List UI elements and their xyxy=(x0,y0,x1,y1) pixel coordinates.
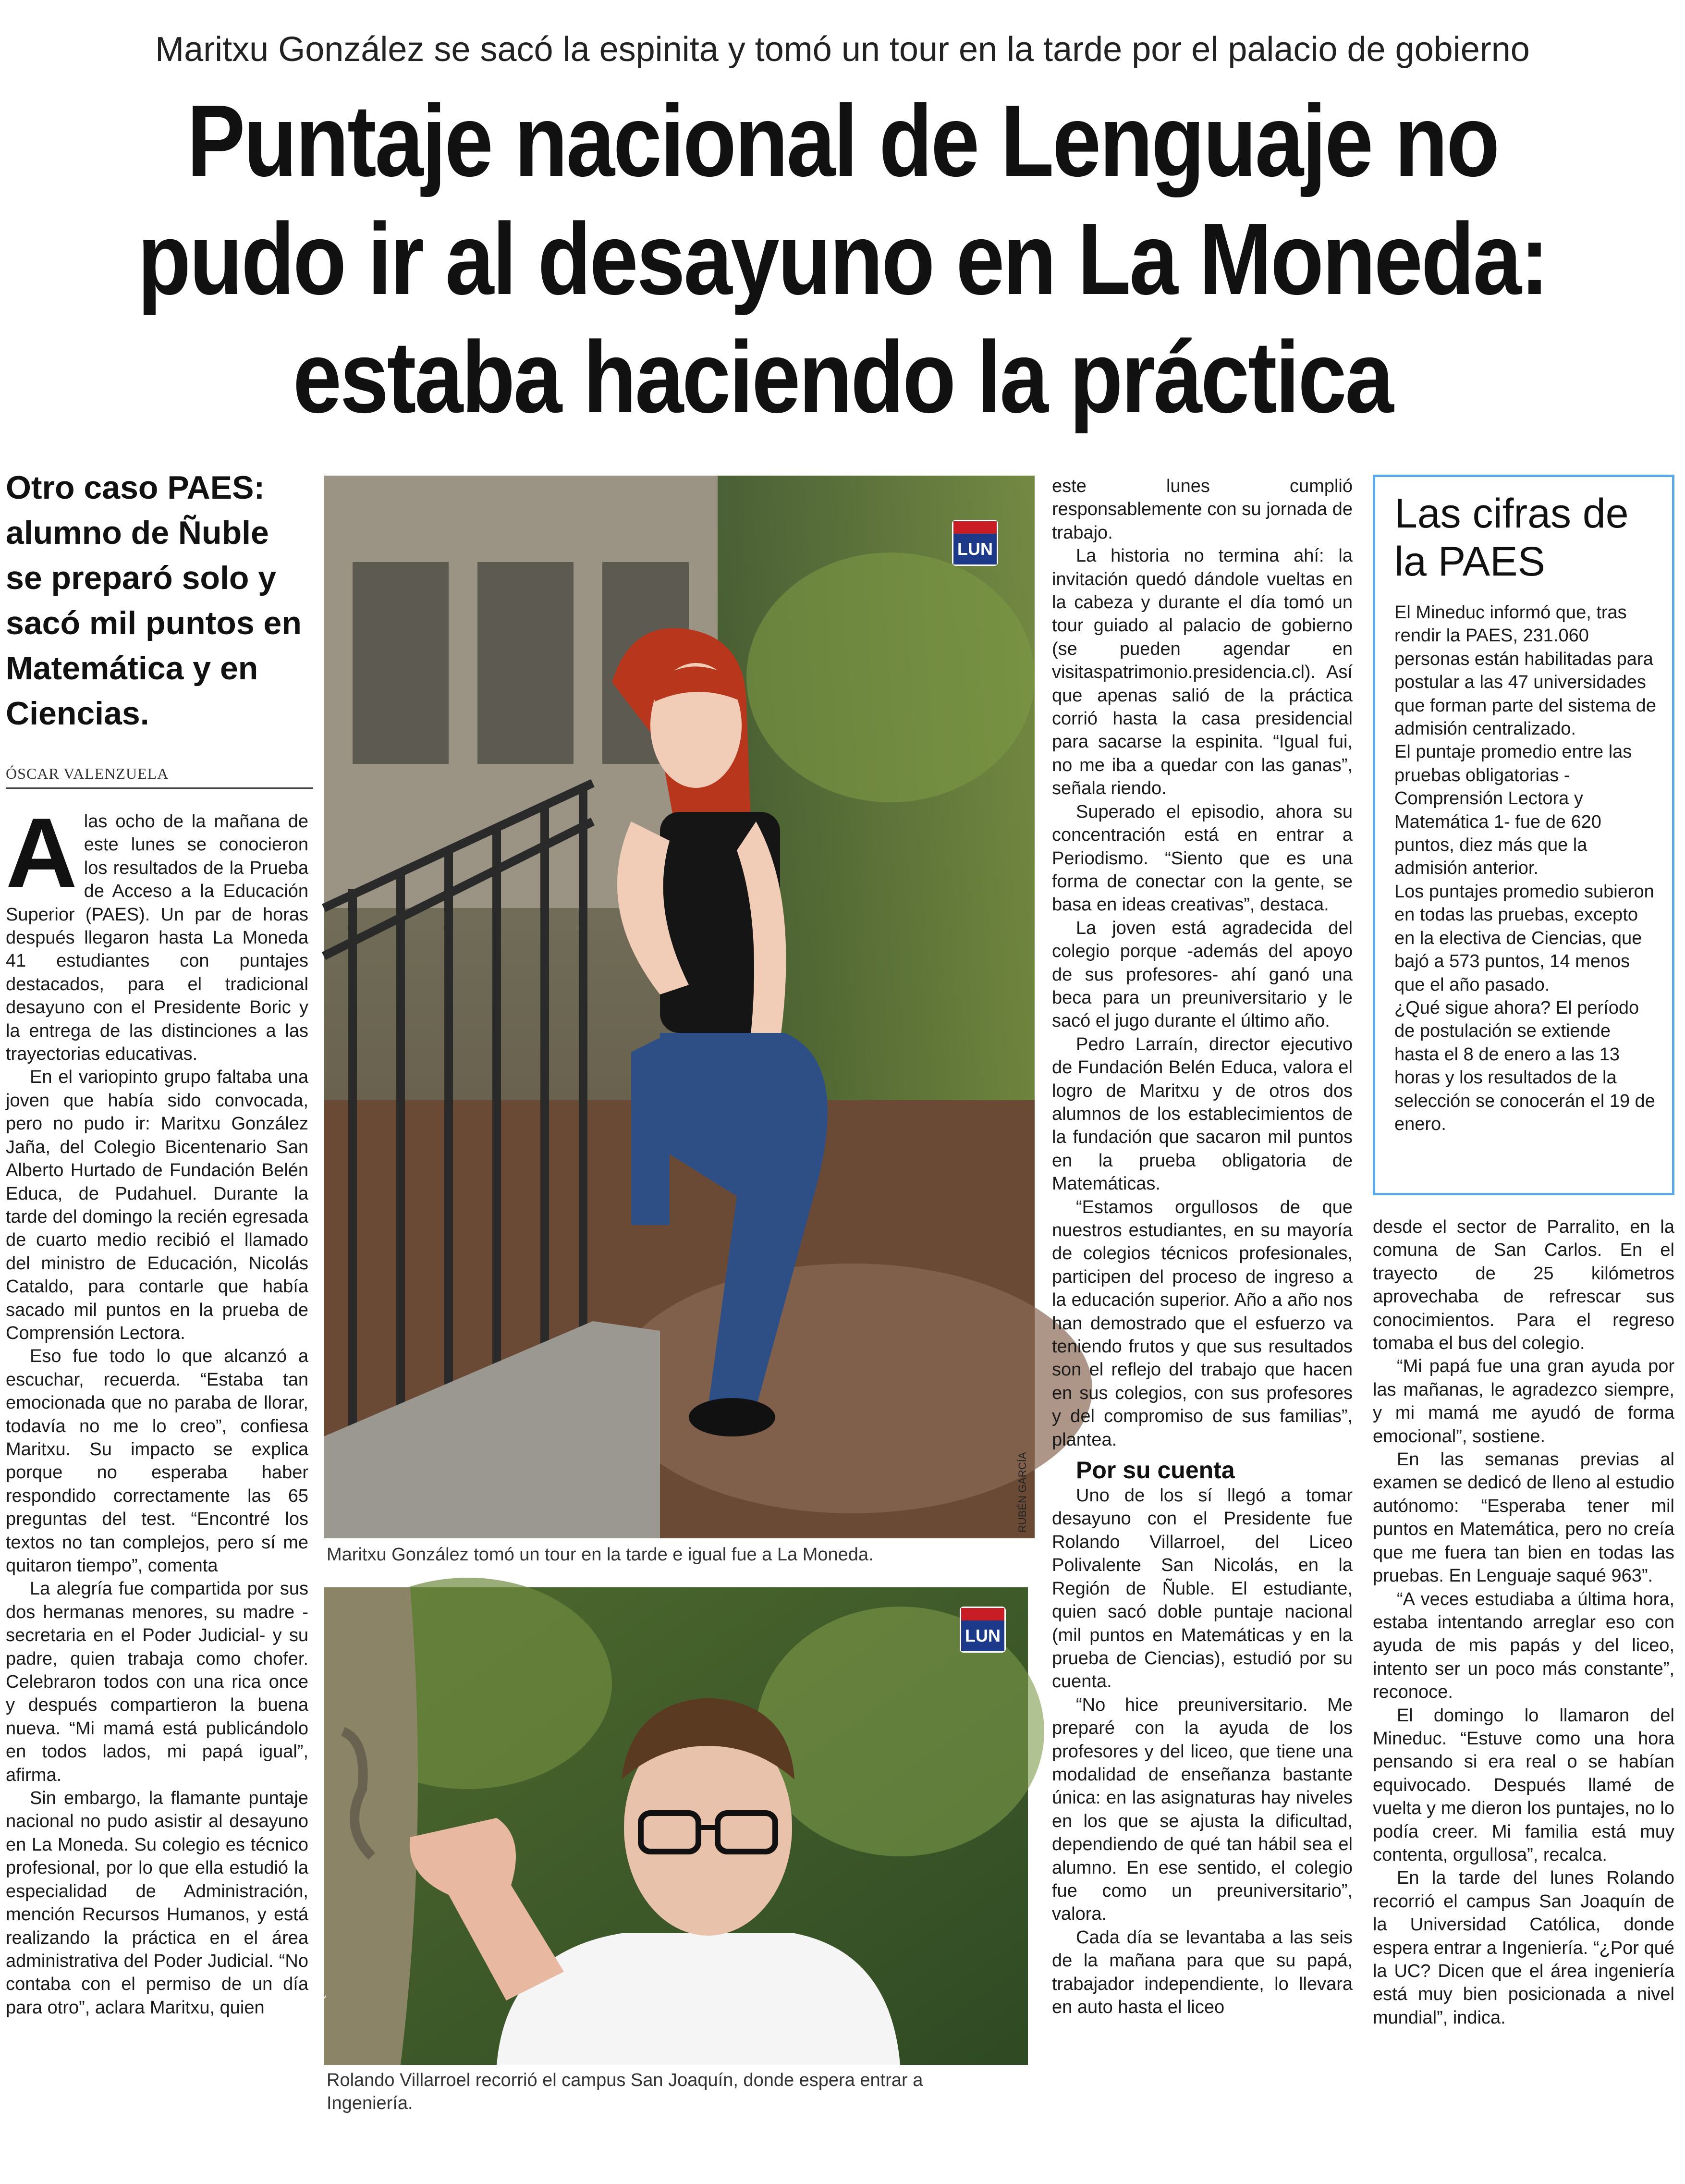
paragraph: En las semanas previas al examen se dedicó de lleno al estudio autónomo: “Esperaba tener mil puntos en Matemática, pero no creía que me fuera tan bien en todas las pruebas. En Lenguaje saqué 963”. xyxy=(1373,1449,1674,1586)
paragraph: Pedro Larraín, director ejecutivo de Fundación Belén Educa, valora el logro de Maritxu y de otros dos alumnos de los establecimientos de la fundación que sacaron mil puntos en la prueba obligatoria de Matemáticas. xyxy=(1052,1034,1353,1194)
paragraph: En el variopinto grupo faltaba una joven que había sido convocada, pero no pudo ir: Maritxu González Jaña, del Colegio Bicentenario San Alberto Hurtado de Fundación Belén Educa, de Pudahuel. Durante la tarde del domingo la recién egresada de cuarto medio recibió el llamado del ministro de Educación, Nicolás Cataldo, para contarle que había sacado mil puntos en la prueba de Comprensión Lectora. xyxy=(6,1067,308,1343)
headline-line-3: estaba haciendo la práctica xyxy=(293,320,1392,434)
paragraph: La joven está agradecida del colegio porque -además del apoyo de sus profesores- ahí ganó una beca para un preuniversitario y le sacó el jugo durante el último año. xyxy=(1052,918,1353,1031)
photo-credit: MAURICIO QUEZADA xyxy=(314,1951,326,2058)
paragraph: este lunes cumplió responsablemente con su jornada de trabajo. xyxy=(1052,476,1353,543)
paragraph: Superado el episodio, ahora su concentración está en entrar a Periodismo. “Siento que es una forma de conectar con la gente, se basa en ideas creativas”, destaca. xyxy=(1052,801,1353,915)
headline xyxy=(126,82,1559,436)
paragraph: “Mi papá fue una gran ayuda por las mañanas, le agradezco siempre, y mi mamá me ayudó de forma emocional”, sostiene. xyxy=(1373,1356,1674,1447)
article-column-4 xyxy=(1373,1215,1674,2029)
drop-cap: A xyxy=(6,798,77,908)
sidebar-paragraph: Los puntajes promedio subieron en todas las pruebas, excepto en la electiva de Ciencias, que bajó a 573 puntos, 14 menos que el año pasado. xyxy=(1394,881,1654,995)
sidebar-box xyxy=(1373,475,1674,1195)
kicker: Maritxu González se sacó la espinita y tomó un tour en la tarde por el palacio de gobierno xyxy=(155,30,1530,69)
paragraph: “A veces estudiaba a última hora, estaba intentando arreglar eso con ayuda de mis papás y del liceo, intento ser un poco más constante”, reconoce. xyxy=(1373,1589,1674,1703)
photo-maritxu xyxy=(324,476,1035,1538)
photo-rolando xyxy=(314,1587,1028,2065)
photo-rolando-image xyxy=(324,1587,1028,2065)
headline-line-2: pudo ir al desayuno en La Moneda: xyxy=(137,202,1548,316)
photo-caption: Maritxu González tomó un tour en la tarde e igual fue a La Moneda. xyxy=(327,1545,874,1565)
headline-line-1: Puntaje nacional de Lenguaje no xyxy=(187,84,1498,197)
paragraph: En la tarde del lunes Rolando recorrió el campus San Joaquín de la Universidad Católica, donde espera entrar a Ingeniería. “¿Por qué la UC? Dicen que el área ingeniería está muy bien posicionada a nivel mundial”, indica. xyxy=(1373,1868,1674,2028)
article-column-3 xyxy=(1052,475,1353,2019)
sidebar-paragraph: El Mineduc informó que, tras rendir la PAES, 231.060 personas están habilitadas para postular a las 47 universidades que forman parte del sistema de admisión centralizado. xyxy=(1394,602,1656,739)
lun-logo-text: LUN xyxy=(961,1620,1004,1651)
article-column-1 xyxy=(6,798,308,2019)
sidebar-paragraph: ¿Qué sigue ahora? El período de postulación se extiende hasta el 8 de enero a las 13 horas y los resultados de la selección se conocerán el 19 de enero. xyxy=(1394,997,1655,1134)
photo-maritxu-image xyxy=(324,476,1035,1538)
paragraph: La alegría fue compartida por sus dos hermanas menores, su madre -secretaria en el Poder Judicial- y su padre, quien trabaja como chofer. Celebraron todos con una rica once y después compartieron la buena nueva. “Mi mamá está publicándolo en todos lados, mi papá igual”, afirma. xyxy=(6,1579,308,1785)
paragraph: desde el sector de Parralito, en la comuna de San Carlos. En el trayecto de 25 kilómetros aprovechaba de refrescar sus conocimientos. Para el regreso tomaba el bus del colegio. xyxy=(1373,1217,1674,1354)
section-title: Por su cuenta xyxy=(1076,1457,1235,1484)
paragraph: “No hice preuniversitario. Me preparé con la ayuda de los profesores y del liceo, que tiene una modalidad de enseñanza bastante única: en las asignaturas hay niveles en los que se ajusta la dificultad, dependiendo de qué tan hábil sea el alumno. En ese sentido, el colegio fue como un preuniversitario”, valora. xyxy=(1052,1694,1353,1925)
paragraph: El domingo lo llamaron del Mineduc. “Estuve como una hora pensando si era real o se habían equivocado. Después llamé de vuelta y me dieron los puntajes, no lo podía creer. Mi familia está muy contenta, orgullosa”, recalca. xyxy=(1373,1705,1674,1865)
lun-logo-text: LUN xyxy=(953,534,997,564)
photo-caption: Rolando Villarroel recorrió el campus San Joaquín, donde espera entrar a Ingeniería. xyxy=(327,2070,923,2113)
paragraph: “Estamos orgullosos de que nuestros estudiantes, en su mayoría de colegios técnicos profesionales, participen del proceso de ingreso a la educación superior. Año a año nos han demostrado que el esfuerzo va teniendo frutos y que sus resultados son el reflejo del trabajo que hacen en sus colegios, con sus profesores y del compromiso de sus familias”, plantea. xyxy=(1052,1197,1353,1450)
sidebar-paragraph: El puntaje promedio entre las pruebas obligatorias -Comprensión Lectora y Matemática 1- fue de 620 puntos, diez más que la admisión anterior. xyxy=(1394,742,1632,879)
lun-logo-badge xyxy=(952,520,998,566)
paragraph: Uno de los sí llegó a tomar desayuno con el Presidente fue Rolando Villarroel, del Liceo Polivalente San Nicolás, en la Región de Ñuble. El estudiante, quien sacó doble puntaje nacional (mil puntos en Matemáticas y en la prueba de Ciencias), estudió por su cuenta. xyxy=(1052,1485,1353,1692)
paragraph xyxy=(6,798,308,1066)
byline: ÓSCAR VALENZUELA xyxy=(6,765,313,789)
subhead: Otro caso PAES: alumno de Ñuble se preparó solo y sacó mil puntos en Matemática y en Ciencias. xyxy=(6,469,302,732)
paragraph: Cada día se levantaba a las seis de la mañana para que su papá, trabajador independiente, lo llevara en auto hasta el liceo xyxy=(1052,1927,1353,2017)
paragraph: Eso fue todo lo que alcanzó a escuchar, recuerda. “Estaba tan emocionada que no paraba de llorar, todavía no me lo creo”, confiesa Maritxu. Su impacto se explica porque no esperaba haber respondido correctamente las 65 preguntas del test. “Encontré los textos no tan complejos, pero sí me quitaron tiempo”, comenta xyxy=(6,1346,308,1576)
lun-logo-badge xyxy=(960,1607,1006,1653)
photo-credit: RUBÉN GARCÍA xyxy=(1016,1452,1028,1533)
sidebar-title: Las cifras de la PAES xyxy=(1394,491,1629,585)
paragraph: La historia no termina ahí: la invitación quedó dándole vueltas en la cabeza y durante el día tomó un tour guiado al palacio de gobierno (se pueden agendar en visitaspatrimonio.presidencia.cl). Así que apenas salió de la práctica corrió hasta la casa presidencial para sacarse la espinita. “Igual fui, no me iba a quedar con las ganas”, señala riendo. xyxy=(1052,546,1353,799)
paragraph: Sin embargo, la flamante puntaje nacional no pudo asistir al desayuno en La Moneda. Su colegio es técnico profesional, por lo que ella estudió la especialidad de Administración, mención Recursos Humanos, y está realizando la práctica en el área administrativa del Poder Judicial. “No contaba con el permiso de un día para otro”, aclara Maritxu, quien xyxy=(6,1788,308,2018)
paragraph-text: las ocho de la mañana de este lunes se conocieron los resultados de la Prueba de Acceso a la Educación Superior (PAES). Un par de horas después llegaron hasta La Moneda 41 estudiantes con puntajes destacados, para el tradicional desayuno con el Presidente Boric y la entrega de las distinciones a las trayectorias educativas. xyxy=(6,811,308,1065)
